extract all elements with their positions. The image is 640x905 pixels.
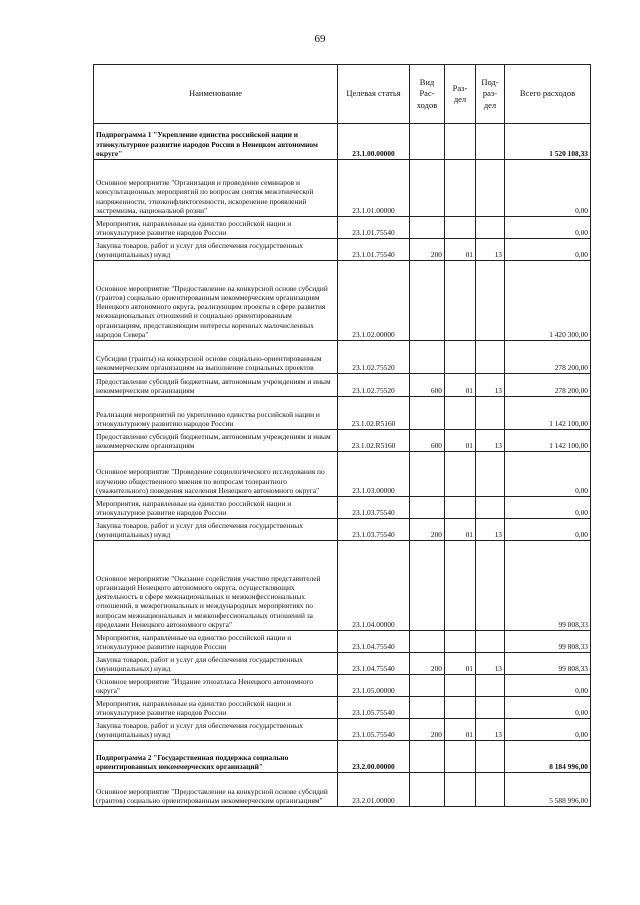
row-total: 0,00	[505, 239, 591, 261]
row-subsection: 13	[476, 430, 505, 452]
row-section	[445, 217, 476, 239]
table-row	[94, 497, 591, 519]
row-target-article: 23.1.02.75520	[338, 341, 410, 374]
row-section	[445, 697, 476, 719]
row-section	[445, 675, 476, 697]
row-name: Мероприятия, направленные на единство российской нации и этнокультурное развитие народов России	[94, 217, 338, 239]
header-target-article: Целевая статья	[338, 65, 410, 124]
row-name: Основное мероприятие "Издание этноатласа Ненецкого автономного округа"	[94, 675, 338, 697]
row-name: Мероприятия, направленные на единство российской нации и этнокультурное развитие народов России	[94, 697, 338, 719]
row-expense-type	[410, 261, 445, 341]
row-subsection: 13	[476, 719, 505, 741]
row-total: 1 520 108,33	[505, 124, 591, 160]
row-total: 278 200,00	[505, 341, 591, 374]
row-section	[445, 341, 476, 374]
row-total: 0,00	[505, 675, 591, 697]
row-expense-type: 200	[410, 719, 445, 741]
row-expense-type	[410, 160, 445, 217]
row-subsection	[476, 261, 505, 341]
row-expense-type	[410, 497, 445, 519]
table-row	[94, 452, 591, 497]
row-name: Реализация мероприятий по укреплению единства российской нации и этнокультурному развитию народов России	[94, 397, 338, 430]
row-target-article: 23.1.02.00000	[338, 261, 410, 341]
row-target-article: 23.1.05.75540	[338, 697, 410, 719]
row-name: Закупка товаров, работ и услуг для обеспечения государственных (муниципальных) нужд	[94, 653, 338, 675]
row-total: 0,00	[505, 697, 591, 719]
row-expense-type	[410, 631, 445, 653]
row-target-article: 23.2.01.00000	[338, 773, 410, 807]
row-target-article: 23.1.03.75540	[338, 497, 410, 519]
row-section	[445, 631, 476, 653]
row-section: 01	[445, 653, 476, 675]
row-subsection	[476, 160, 505, 217]
page-number: 69	[314, 33, 326, 45]
row-target-article: 23.1.00.00000	[338, 124, 410, 160]
row-total: 99 808,33	[505, 653, 591, 675]
row-total: 99 808,33	[505, 631, 591, 653]
table-row	[94, 541, 591, 631]
row-total: 5 588 996,00	[505, 773, 591, 807]
table-header-row	[94, 65, 591, 124]
table-row	[94, 261, 591, 341]
budget-table	[93, 64, 591, 807]
row-name: Основное мероприятие "Проведение социологического исследования по изучению общественного мнения по вопросам толерантного (уважительного) поведения населения Ненецкого автономного округа"	[94, 452, 338, 497]
row-expense-type	[410, 341, 445, 374]
row-total: 8 184 996,00	[505, 741, 591, 773]
table-row	[94, 430, 591, 452]
row-section: 01	[445, 374, 476, 397]
row-name: Подпрограмма 1 "Укрепление единства российской нации и этнокультурное развитие народов России в Ненецком автономном округе"	[94, 124, 338, 160]
row-target-article: 23.1.04.00000	[338, 541, 410, 631]
row-subsection	[476, 341, 505, 374]
row-subsection	[476, 773, 505, 807]
row-section	[445, 397, 476, 430]
row-expense-type: 200	[410, 239, 445, 261]
row-section	[445, 261, 476, 341]
row-total: 0,00	[505, 160, 591, 217]
table-body	[94, 124, 591, 807]
row-total: 1 142 100,00	[505, 397, 591, 430]
row-target-article: 23.1.05.75540	[338, 719, 410, 741]
row-expense-type	[410, 452, 445, 497]
table-row	[94, 217, 591, 239]
row-section	[445, 741, 476, 773]
row-expense-type	[410, 124, 445, 160]
table-row	[94, 697, 591, 719]
row-expense-type: 200	[410, 519, 445, 541]
row-subsection	[476, 397, 505, 430]
row-target-article: 23.1.02.75520	[338, 374, 410, 397]
row-expense-type	[410, 773, 445, 807]
row-name: Основное мероприятие "Предоставление на конкурсной основе субсидий (грантов) социально ориентированным некоммерческим организациям"	[94, 773, 338, 807]
row-expense-type	[410, 397, 445, 430]
row-target-article: 23.1.04.75540	[338, 631, 410, 653]
row-subsection: 13	[476, 374, 505, 397]
table-row	[94, 160, 591, 217]
row-subsection: 13	[476, 239, 505, 261]
row-name: Закупка товаров, работ и услуг для обеспечения государственных (муниципальных) нужд	[94, 519, 338, 541]
row-expense-type: 600	[410, 430, 445, 452]
row-name: Предоставление субсидий бюджетным, автономным учреждениям и иным некоммерческим организациям	[94, 374, 338, 397]
header-total: Всего расходов	[505, 65, 591, 124]
row-target-article: 23.1.04.75540	[338, 653, 410, 675]
row-target-article: 23.1.03.75540	[338, 519, 410, 541]
row-section	[445, 452, 476, 497]
row-expense-type: 200	[410, 653, 445, 675]
row-name: Закупка товаров, работ и услуг для обеспечения государственных (муниципальных) нужд	[94, 719, 338, 741]
table-row	[94, 653, 591, 675]
row-expense-type	[410, 741, 445, 773]
row-expense-type	[410, 697, 445, 719]
row-name: Основное мероприятие "Организация и проведение семинаров и консультационных мероприятий по вопросам снятия межэтнической напряженности, этноконфликтогенности, искоренение проявлений экстремизма, национальной розни"	[94, 160, 338, 217]
table-row	[94, 124, 591, 160]
row-expense-type	[410, 675, 445, 697]
row-section: 01	[445, 430, 476, 452]
header-expense-type: Вид Рас-ходов	[410, 65, 445, 124]
row-section	[445, 773, 476, 807]
row-expense-type	[410, 217, 445, 239]
table-row	[94, 341, 591, 374]
row-section: 01	[445, 719, 476, 741]
table-row	[94, 773, 591, 807]
header-name: Наименование	[94, 65, 338, 124]
row-expense-type: 600	[410, 374, 445, 397]
table-row	[94, 741, 591, 773]
row-name: Основное мероприятие "Оказание содействия участию представителей организаций Ненецкого автономного округа, осуществляющих деятельность в сфере межнациональных и межконфессиональных отношений, в межрегиональных и международных мероприятиях по вопросам межнациональных и межконфессиональных отношений за пределами Ненецкого автономного округа"	[94, 541, 338, 631]
row-subsection	[476, 741, 505, 773]
row-name: Субсидии (гранты) на конкурсной основе социально-ориентированным некоммерческим организациям на выполнение социальных проектов	[94, 341, 338, 374]
row-section	[445, 541, 476, 631]
row-total: 278 200,00	[505, 374, 591, 397]
row-name: Закупка товаров, работ и услуг для обеспечения государственных (муниципальных) нужд	[94, 239, 338, 261]
row-subsection	[476, 541, 505, 631]
row-subsection	[476, 452, 505, 497]
row-expense-type	[410, 541, 445, 631]
header-subsection: Под-раз-дел	[476, 65, 505, 124]
row-target-article: 23.1.03.00000	[338, 452, 410, 497]
row-total: 1 142 100,00	[505, 430, 591, 452]
row-subsection	[476, 631, 505, 653]
row-subsection: 13	[476, 653, 505, 675]
row-section: 01	[445, 239, 476, 261]
row-total: 1 420 300,00	[505, 261, 591, 341]
row-subsection	[476, 675, 505, 697]
row-total: 0,00	[505, 719, 591, 741]
row-target-article: 23.1.02.R5160	[338, 430, 410, 452]
row-subsection	[476, 697, 505, 719]
row-name: Мероприятия, направленные на единство российской нации и этнокультурное развитие народов России	[94, 631, 338, 653]
table-row	[94, 519, 591, 541]
row-section	[445, 497, 476, 519]
row-total: 99 808,33	[505, 541, 591, 631]
row-subsection	[476, 124, 505, 160]
row-total: 0,00	[505, 452, 591, 497]
row-name: Мероприятия, направленные на единство российской нации и этнокультурное развитие народов России	[94, 497, 338, 519]
table-row	[94, 631, 591, 653]
row-target-article: 23.1.01.75540	[338, 239, 410, 261]
row-subsection	[476, 497, 505, 519]
row-total: 0,00	[505, 497, 591, 519]
row-section: 01	[445, 519, 476, 541]
row-name: Предоставление субсидий бюджетным, автономным учреждениям и иным некоммерческим организациям	[94, 430, 338, 452]
table-row	[94, 374, 591, 397]
table-row	[94, 675, 591, 697]
table-row	[94, 397, 591, 430]
table-row	[94, 719, 591, 741]
row-section	[445, 160, 476, 217]
table-row	[94, 239, 591, 261]
row-total: 0,00	[505, 217, 591, 239]
row-target-article: 23.1.05.00000	[338, 675, 410, 697]
header-section: Раз-дел	[445, 65, 476, 124]
row-target-article: 23.2.00.00000	[338, 741, 410, 773]
row-target-article: 23.1.01.00000	[338, 160, 410, 217]
row-name: Основное мероприятие "Предоставление на конкурсной основе субсидий (грантов) социально ориентированным некоммерческим организациям Ненецкого автономного округа, реализующим проекты в сфере развития межнациональных отношений и социально ориентированным организациям, представляющим интересы коренных малочисленных народов Севера"	[94, 261, 338, 341]
row-total: 0,00	[505, 519, 591, 541]
row-target-article: 23.1.02.R5160	[338, 397, 410, 430]
row-name: Подпрограмма 2 "Государственная поддержка социально ориентированных некоммерческих организаций"	[94, 741, 338, 773]
row-section	[445, 124, 476, 160]
row-target-article: 23.1.01.75540	[338, 217, 410, 239]
row-subsection: 13	[476, 519, 505, 541]
row-subsection	[476, 217, 505, 239]
